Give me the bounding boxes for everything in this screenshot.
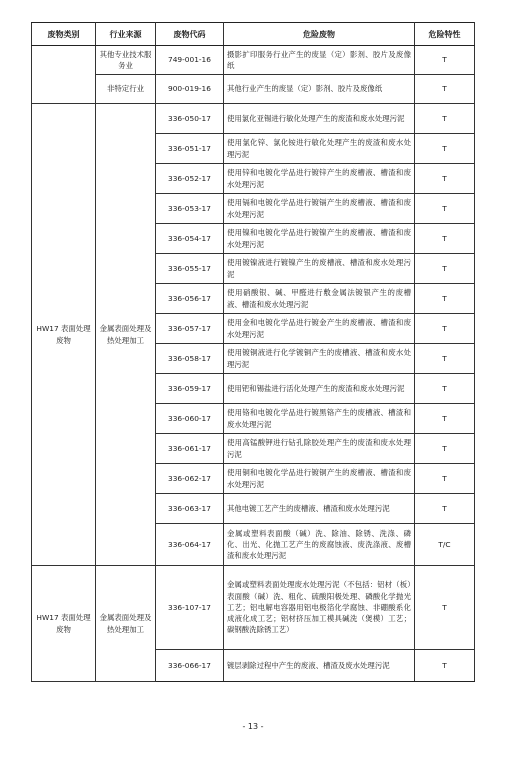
waste-description-cell: 金属或塑料表面酸（碱）洗、除油、除锈、洗涤、磷化、出光、化抛工艺产生的废腐蚀液、废洗涤液、废槽渣和废水处理污泥 (224, 524, 415, 566)
page-number: - 13 - (242, 722, 264, 731)
waste-description-cell: 使用氯化锌、氯化铵进行敏化处理产生的废渣和废水处理污泥 (224, 134, 415, 164)
hazard-characteristic-cell: T (415, 254, 475, 284)
waste-code-cell: 336-058-17 (156, 344, 224, 374)
hazard-characteristic-cell: T (415, 404, 475, 434)
waste-description-cell: 使用镉和电镀化学品进行镀镉产生的废槽液、槽渣和废水处理污泥 (224, 194, 415, 224)
waste-code-cell: 749-001-16 (156, 46, 224, 75)
hazard-characteristic-cell: T (415, 224, 475, 254)
waste-description-cell: 使用铜和电镀化学品进行镀铜产生的废槽液、槽渣和废水处理污泥 (224, 464, 415, 494)
header-waste-code: 废物代码 (156, 23, 224, 46)
hazard-characteristic-cell: T (415, 284, 475, 314)
waste-code-cell: 336-107-17 (156, 566, 224, 650)
category-cell: HW17 表面处理废物 (32, 566, 96, 682)
hazard-characteristic-cell: T (415, 194, 475, 224)
hazard-characteristic-cell: T (415, 494, 475, 524)
waste-description-cell: 使用钯和锡盐进行活化处理产生的废渣和废水处理污泥 (224, 374, 415, 404)
hazard-characteristic-cell: T/C (415, 524, 475, 566)
table-header-row (32, 23, 475, 46)
hazard-characteristic-cell: T (415, 374, 475, 404)
waste-description-cell: 其他电镀工艺产生的废槽液、槽渣和废水处理污泥 (224, 494, 415, 524)
waste-code-cell: 336-062-17 (156, 464, 224, 494)
waste-description-cell: 摄影扩印服务行业产生的废显（定）影剂、胶片及废像纸 (224, 46, 415, 75)
waste-code-cell: 336-050-17 (156, 104, 224, 134)
industry-source-cell: 金属表面处理及热处理加工 (96, 566, 156, 682)
waste-description-cell: 镀层剥除过程中产生的废液、槽渣及废水处理污泥 (224, 650, 415, 682)
waste-description-cell: 使用铬和电镀化学品进行镀黑铬产生的废槽液、槽渣和废水处理污泥 (224, 404, 415, 434)
header-hazard-characteristic: 危险特性 (415, 23, 475, 46)
industry-source-cell: 金属表面处理及热处理加工 (96, 104, 156, 566)
waste-code-cell: 336-054-17 (156, 224, 224, 254)
waste-code-cell: 336-059-17 (156, 374, 224, 404)
waste-description-cell: 使用氯化亚锡进行敏化处理产生的废渣和废水处理污泥 (224, 104, 415, 134)
waste-description-cell: 其他行业产生的废显（定）影剂、胶片及废像纸 (224, 75, 415, 104)
table-row (32, 75, 475, 104)
hazardous-waste-table (31, 22, 475, 682)
hazard-characteristic-cell: T (415, 164, 475, 194)
table-row (32, 46, 475, 75)
table-row (32, 566, 475, 650)
waste-code-cell: 336-064-17 (156, 524, 224, 566)
hazard-characteristic-cell: T (415, 464, 475, 494)
industry-source-cell: 非特定行业 (96, 75, 156, 104)
header-industry-source: 行业来源 (96, 23, 156, 46)
waste-description-cell: 使用镍和电镀化学品进行镀镍产生的废槽液、槽渣和废水处理污泥 (224, 224, 415, 254)
hazard-characteristic-cell: T (415, 314, 475, 344)
header-category: 废物类别 (32, 23, 96, 46)
waste-code-cell: 900-019-16 (156, 75, 224, 104)
industry-source-cell: 其他专业技术服务业 (96, 46, 156, 75)
waste-code-cell: 336-056-17 (156, 284, 224, 314)
waste-code-cell: 336-063-17 (156, 494, 224, 524)
waste-code-cell: 336-060-17 (156, 404, 224, 434)
waste-code-cell: 336-061-17 (156, 434, 224, 464)
waste-code-cell: 336-051-17 (156, 134, 224, 164)
hazard-characteristic-cell: T (415, 566, 475, 650)
waste-description-cell: 使用镀镍液进行镀镍产生的废槽液、槽渣和废水处理污泥 (224, 254, 415, 284)
hazard-characteristic-cell: T (415, 344, 475, 374)
table-row (32, 104, 475, 134)
hazard-characteristic-cell: T (415, 104, 475, 134)
hazard-characteristic-cell: T (415, 650, 475, 682)
hazard-characteristic-cell: T (415, 75, 475, 104)
waste-description-cell: 使用金和电镀化学品进行镀金产生的废槽液、槽渣和废水处理污泥 (224, 314, 415, 344)
waste-description-cell: 使用硝酸银、碱、甲醛进行敷金属法镀银产生的废槽液、槽渣和废水处理污泥 (224, 284, 415, 314)
waste-description-cell: 使用锌和电镀化学品进行镀锌产生的废槽液、槽渣和废水处理污泥 (224, 164, 415, 194)
waste-code-cell: 336-052-17 (156, 164, 224, 194)
hazard-characteristic-cell: T (415, 46, 475, 75)
waste-description-cell: 使用高锰酸钾进行钻孔除胶处理产生的废渣和废水处理污泥 (224, 434, 415, 464)
header-hazardous-waste: 危险废物 (224, 23, 415, 46)
waste-code-cell: 336-066-17 (156, 650, 224, 682)
waste-code-cell: 336-053-17 (156, 194, 224, 224)
category-cell-empty (32, 46, 96, 104)
waste-code-cell: 336-055-17 (156, 254, 224, 284)
waste-code-cell: 336-057-17 (156, 314, 224, 344)
hazard-characteristic-cell: T (415, 434, 475, 464)
waste-description-cell: 使用镀铜液进行化学镀铜产生的废槽液、槽渣和废水处理污泥 (224, 344, 415, 374)
waste-description-cell: 金属或塑料表面处理废水处理污泥（不包括：铝材（板）表面酸（碱）洗、粗化、硫酸阳极处理、磷酸化学抛光工艺；铝电解电容器用铝电极箔化学腐蚀、非硼酸系化成液化成工艺；铝材挤压加工模具碱洗（煲模）工艺；碳钢酸洗除锈工艺） (224, 566, 415, 650)
category-cell: HW17 表面处理废物 (32, 104, 96, 566)
hazard-characteristic-cell: T (415, 134, 475, 164)
